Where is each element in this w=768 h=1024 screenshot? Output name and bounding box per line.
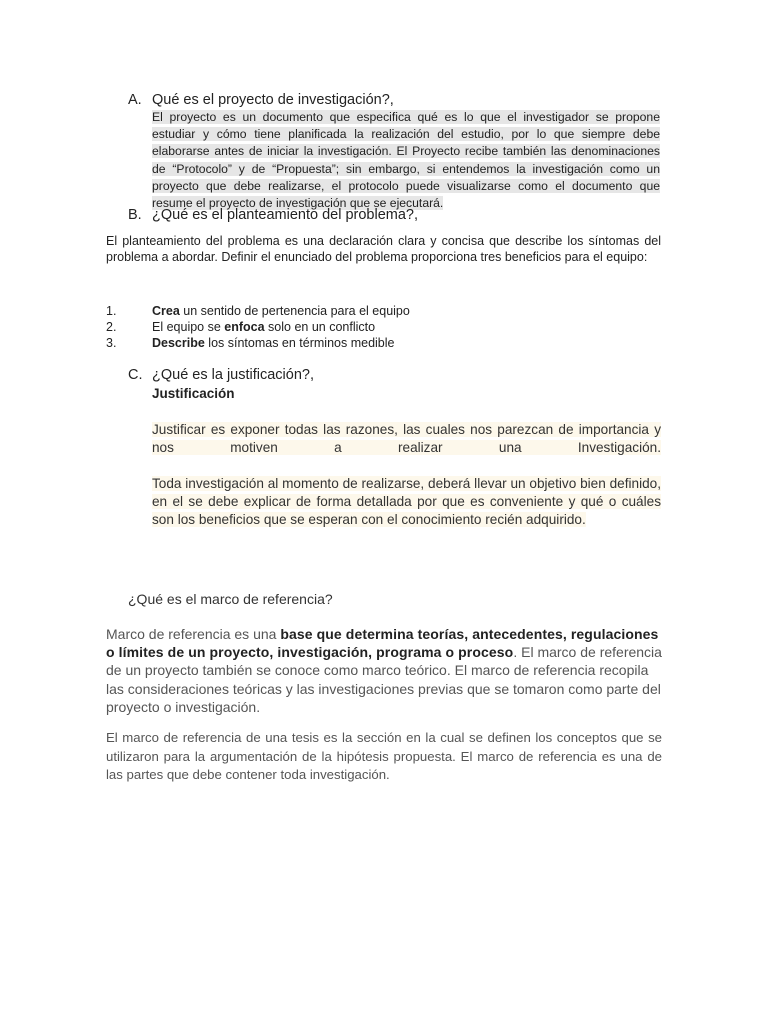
question-b-letter: B. xyxy=(128,207,142,223)
reference-frame-paragraph-2: El marco de referencia de una tesis es la sección en la cual se definen los conceptos que se utilizaron para la argumentación de la hipótesis propuesta. El marco de referencia es una de las partes que debe contener toda investigación. xyxy=(106,730,662,783)
benefits-list xyxy=(106,303,410,351)
justification-paragraph-2-text: Toda investigación al momento de realizarse, deberá llevar un objetivo bien definido, en el se debe explicar de forma detallada por que es conveniente y qué o cuáles son los beneficios que se esperan con el conocimiento recién adquirido. xyxy=(152,476,661,528)
justification-paragraph-2 xyxy=(152,475,661,530)
reference-frame-bold: base que determina teorías, antecedentes, regulaciones o límites de un proyecto, investigación, programa o proceso xyxy=(106,626,659,661)
question-c-letter: C. xyxy=(128,367,143,383)
justification-paragraph-1 xyxy=(152,421,661,457)
justification-paragraph-1-text: Justificar es exponer todas las razones, las cuales nos parezcan de importancia y nos motiven a realizar una Investigación. xyxy=(152,422,661,456)
question-b-title: ¿Qué es el planteamiento del problema?, xyxy=(152,207,418,223)
question-b-heading xyxy=(128,207,418,223)
list-item xyxy=(106,335,410,351)
question-a-answer xyxy=(152,109,660,212)
list-item-bold: Describe xyxy=(152,336,205,350)
list-item-number: 1. xyxy=(106,304,117,318)
reference-frame-lead: Marco de referencia es una xyxy=(106,626,281,642)
list-item-number: 2. xyxy=(106,320,117,334)
justification-subtitle: Justificación xyxy=(152,386,235,401)
list-item xyxy=(106,303,410,319)
list-item-post: solo en un conflicto xyxy=(264,320,376,334)
question-b-answer: El planteamiento del problema es una declaración clara y concisa que describe los síntomas del problema a abordar. Definir el enunciado del problema proporciona tres beneficios para el equipo: xyxy=(106,234,661,264)
question-c-heading xyxy=(128,367,314,383)
reference-frame-title: ¿Qué es el marco de referencia? xyxy=(128,591,333,607)
question-c-title: ¿Qué es la justificación?, xyxy=(152,367,314,383)
reference-frame-paragraph-1 xyxy=(106,625,666,716)
list-item-post: los síntomas en términos medible xyxy=(204,336,395,350)
list-item-post: un sentido de pertenencia para el equipo xyxy=(179,304,410,318)
list-item xyxy=(106,319,410,335)
question-a-title: Qué es el proyecto de investigación?, xyxy=(152,92,394,108)
reference-frame-tail: . El marco de referencia de un proyecto también se conoce como marco teórico. El marco de referencia recopila las consideraciones teóricas y las investigaciones previas que se tomaron como parte del proyecto o investigación. xyxy=(106,644,662,715)
question-a-heading xyxy=(128,92,394,108)
question-a-letter: A. xyxy=(128,92,142,108)
list-item-bold: Crea xyxy=(152,304,180,318)
list-item-number: 3. xyxy=(106,336,117,350)
list-item-pre: El equipo se xyxy=(152,320,225,334)
question-a-answer-text: El proyecto es un documento que especifica qué es lo que el investigador se propone estudiar y cómo tiene planificada la realización del estudio, por lo que siempre debe elaborarse antes de iniciar la investigación. El Proyecto recibe también las denominaciones de “Protocolo” y de “Propuesta”; sin embargo, si entendemos la investigación como un proyecto que debe realizarse, el protocolo puede visualizarse como el documento que resume el proyecto de investigación que se ejecutará. xyxy=(152,110,660,211)
list-item-bold: enfoca xyxy=(224,320,265,334)
